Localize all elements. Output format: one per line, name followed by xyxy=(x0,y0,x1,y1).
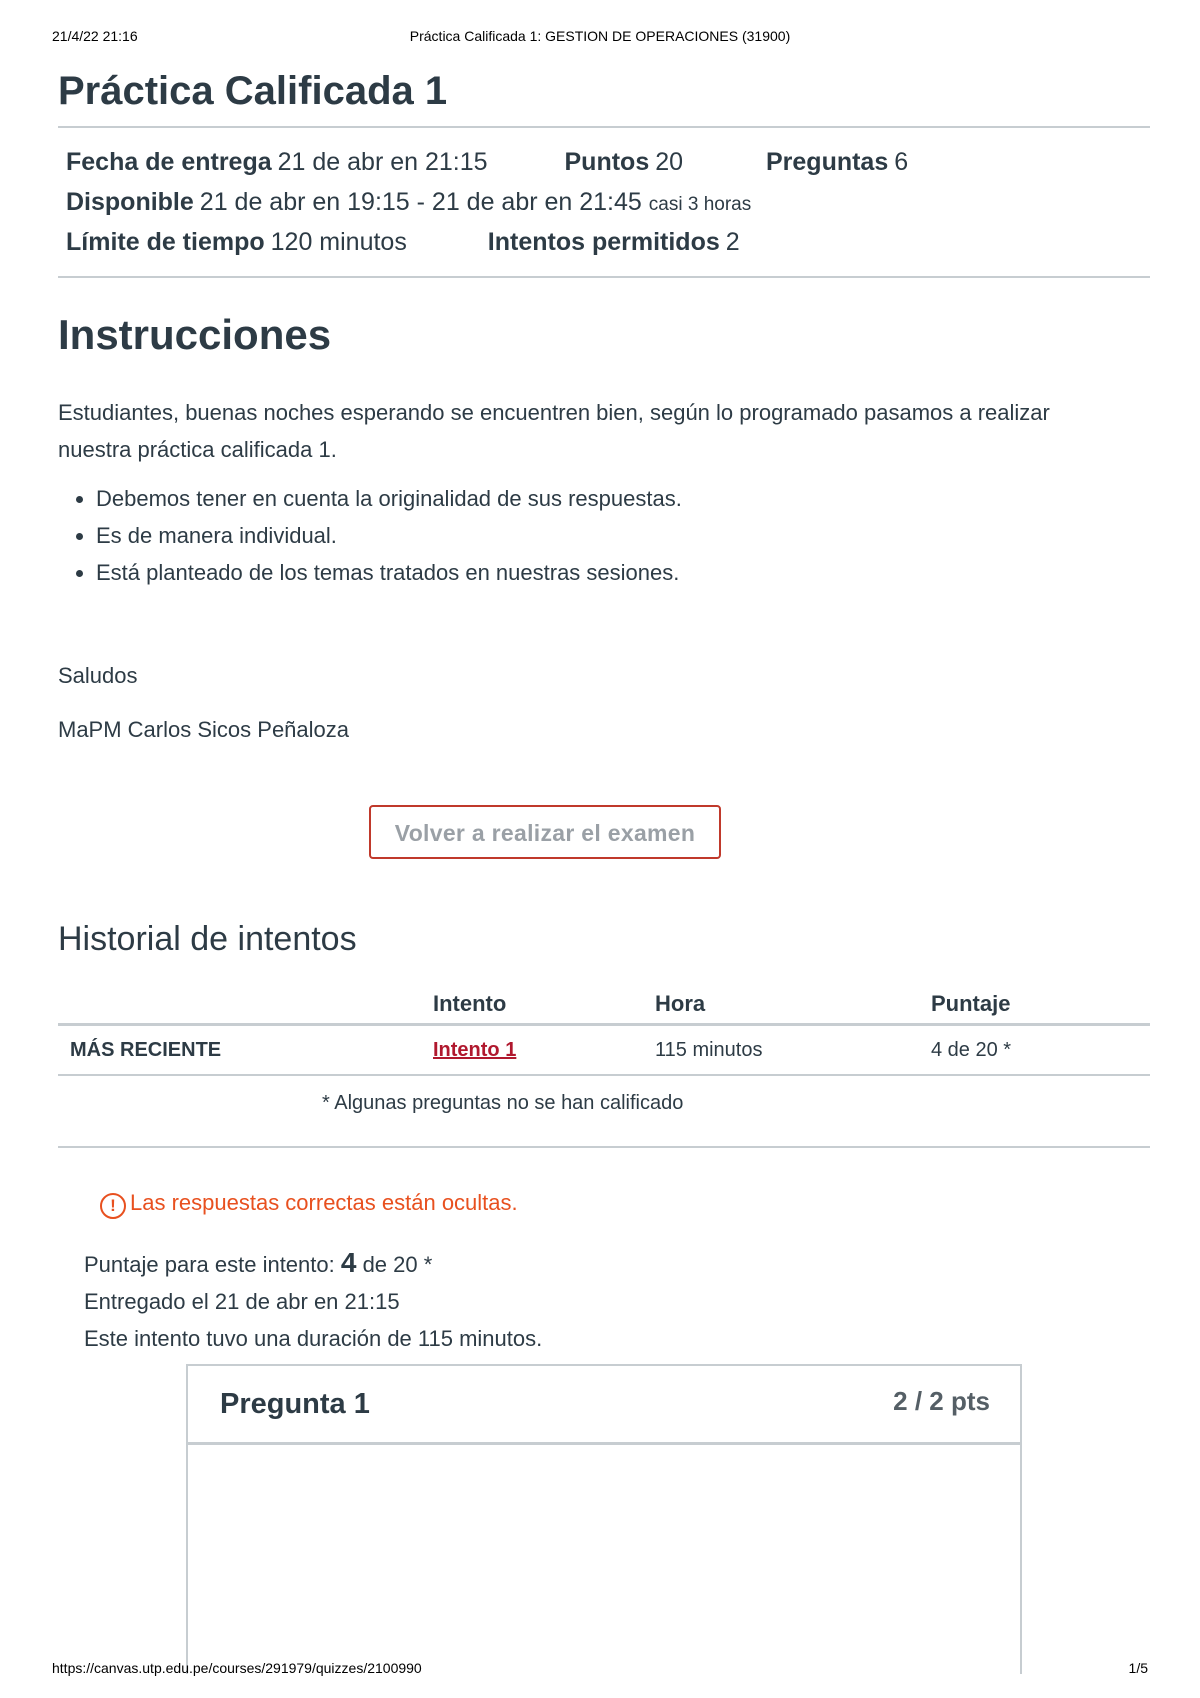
due-label: Fecha de entrega xyxy=(66,148,272,176)
question-title: Pregunta 1 xyxy=(220,1388,370,1420)
most-recent-label: MÁS RECIENTE xyxy=(58,1025,433,1076)
print-doc-title: Práctica Calificada 1: GESTION DE OPERACIONES (31900) xyxy=(409,28,791,44)
greeting: Saludos xyxy=(58,663,138,688)
signature: MaPM Carlos Sicos Peñaloza xyxy=(58,717,350,742)
score-suffix: de 20 * xyxy=(362,1252,433,1277)
question-card xyxy=(186,1364,1022,1674)
column-header-time: Hora xyxy=(655,975,931,1025)
table-row xyxy=(58,1025,1150,1076)
score-value: 4 xyxy=(340,1247,357,1278)
attempt-submitted: Entregado el 21 de abr en 21:15 xyxy=(84,1289,400,1314)
time-limit-label: Límite de tiempo xyxy=(66,228,265,256)
print-footer xyxy=(52,1660,1148,1680)
column-header-empty xyxy=(58,975,433,1025)
available-note: casi 3 horas xyxy=(648,194,752,215)
column-header-attempt: Intento xyxy=(433,975,655,1025)
time-cell: 115 minutos xyxy=(655,1025,931,1076)
table-header-row xyxy=(58,975,1150,1025)
page-title: Práctica Calificada 1 xyxy=(58,69,448,113)
due-value: 21 de abr en 21:15 xyxy=(277,148,488,176)
question-points: 2 / 2 pts xyxy=(893,1386,990,1416)
retake-quiz-button[interactable]: Volver a realizar el examen xyxy=(369,805,721,859)
instructions-title: Instrucciones xyxy=(58,311,332,358)
list-item: • Debemos tener en cuenta la originalidad de sus respuestas. xyxy=(96,480,1150,517)
questions-value: 6 xyxy=(894,148,909,176)
available-label: Disponible xyxy=(66,188,194,216)
time-limit-value: 120 minutos xyxy=(270,228,407,256)
column-header-score: Puntaje xyxy=(931,975,1150,1025)
attempt-cell xyxy=(433,1025,655,1076)
history-note: * Algunas preguntas no se han calificado xyxy=(322,1092,684,1114)
print-url: https://canvas.utp.edu.pe/courses/291979/quizzes/2100990 xyxy=(52,1660,422,1676)
score-cell: 4 de 20 * xyxy=(931,1025,1150,1076)
print-datetime: 21/4/22 21:16 xyxy=(52,28,138,44)
list-item: • Es de manera individual. xyxy=(96,517,1150,554)
points-label: Puntos xyxy=(564,148,650,176)
attempt-duration: Este intento tuvo una duración de 115 minutos. xyxy=(84,1326,543,1351)
instructions-paragraph: Estudiantes, buenas noches esperando se encuentren bien, según lo programado pasamos a realizar nuestra práctica calificada 1. xyxy=(58,400,1050,462)
warning-text: Las respuestas correctas están ocultas. xyxy=(130,1190,518,1215)
attempt-summary xyxy=(84,1244,542,1357)
warning-icon: ! xyxy=(100,1193,126,1219)
question-header xyxy=(188,1366,1020,1445)
list-item: • Está planteado de los temas tratados en nuestras sesiones. xyxy=(96,554,1150,591)
points-value: 20 xyxy=(655,148,684,176)
history-section xyxy=(58,0,1150,1698)
available-value: 21 de abr en 19:15 - 21 de abr en 21:45 xyxy=(199,188,642,216)
questions-label: Preguntas xyxy=(765,148,889,176)
divider xyxy=(58,1146,1150,1148)
attempt-score xyxy=(84,1244,542,1283)
attempts-value: 2 xyxy=(725,228,740,256)
hidden-answers-warning xyxy=(100,1190,518,1219)
score-prefix: Puntaje para este intento: xyxy=(84,1252,335,1277)
print-page-number: 1/5 xyxy=(1128,1660,1148,1676)
history-title: Historial de intentos xyxy=(58,920,357,958)
attempts-label: Intentos permitidos xyxy=(487,228,720,256)
attempt-link[interactable]: Intento 1 xyxy=(433,1038,517,1061)
attempts-table xyxy=(58,975,1150,1076)
